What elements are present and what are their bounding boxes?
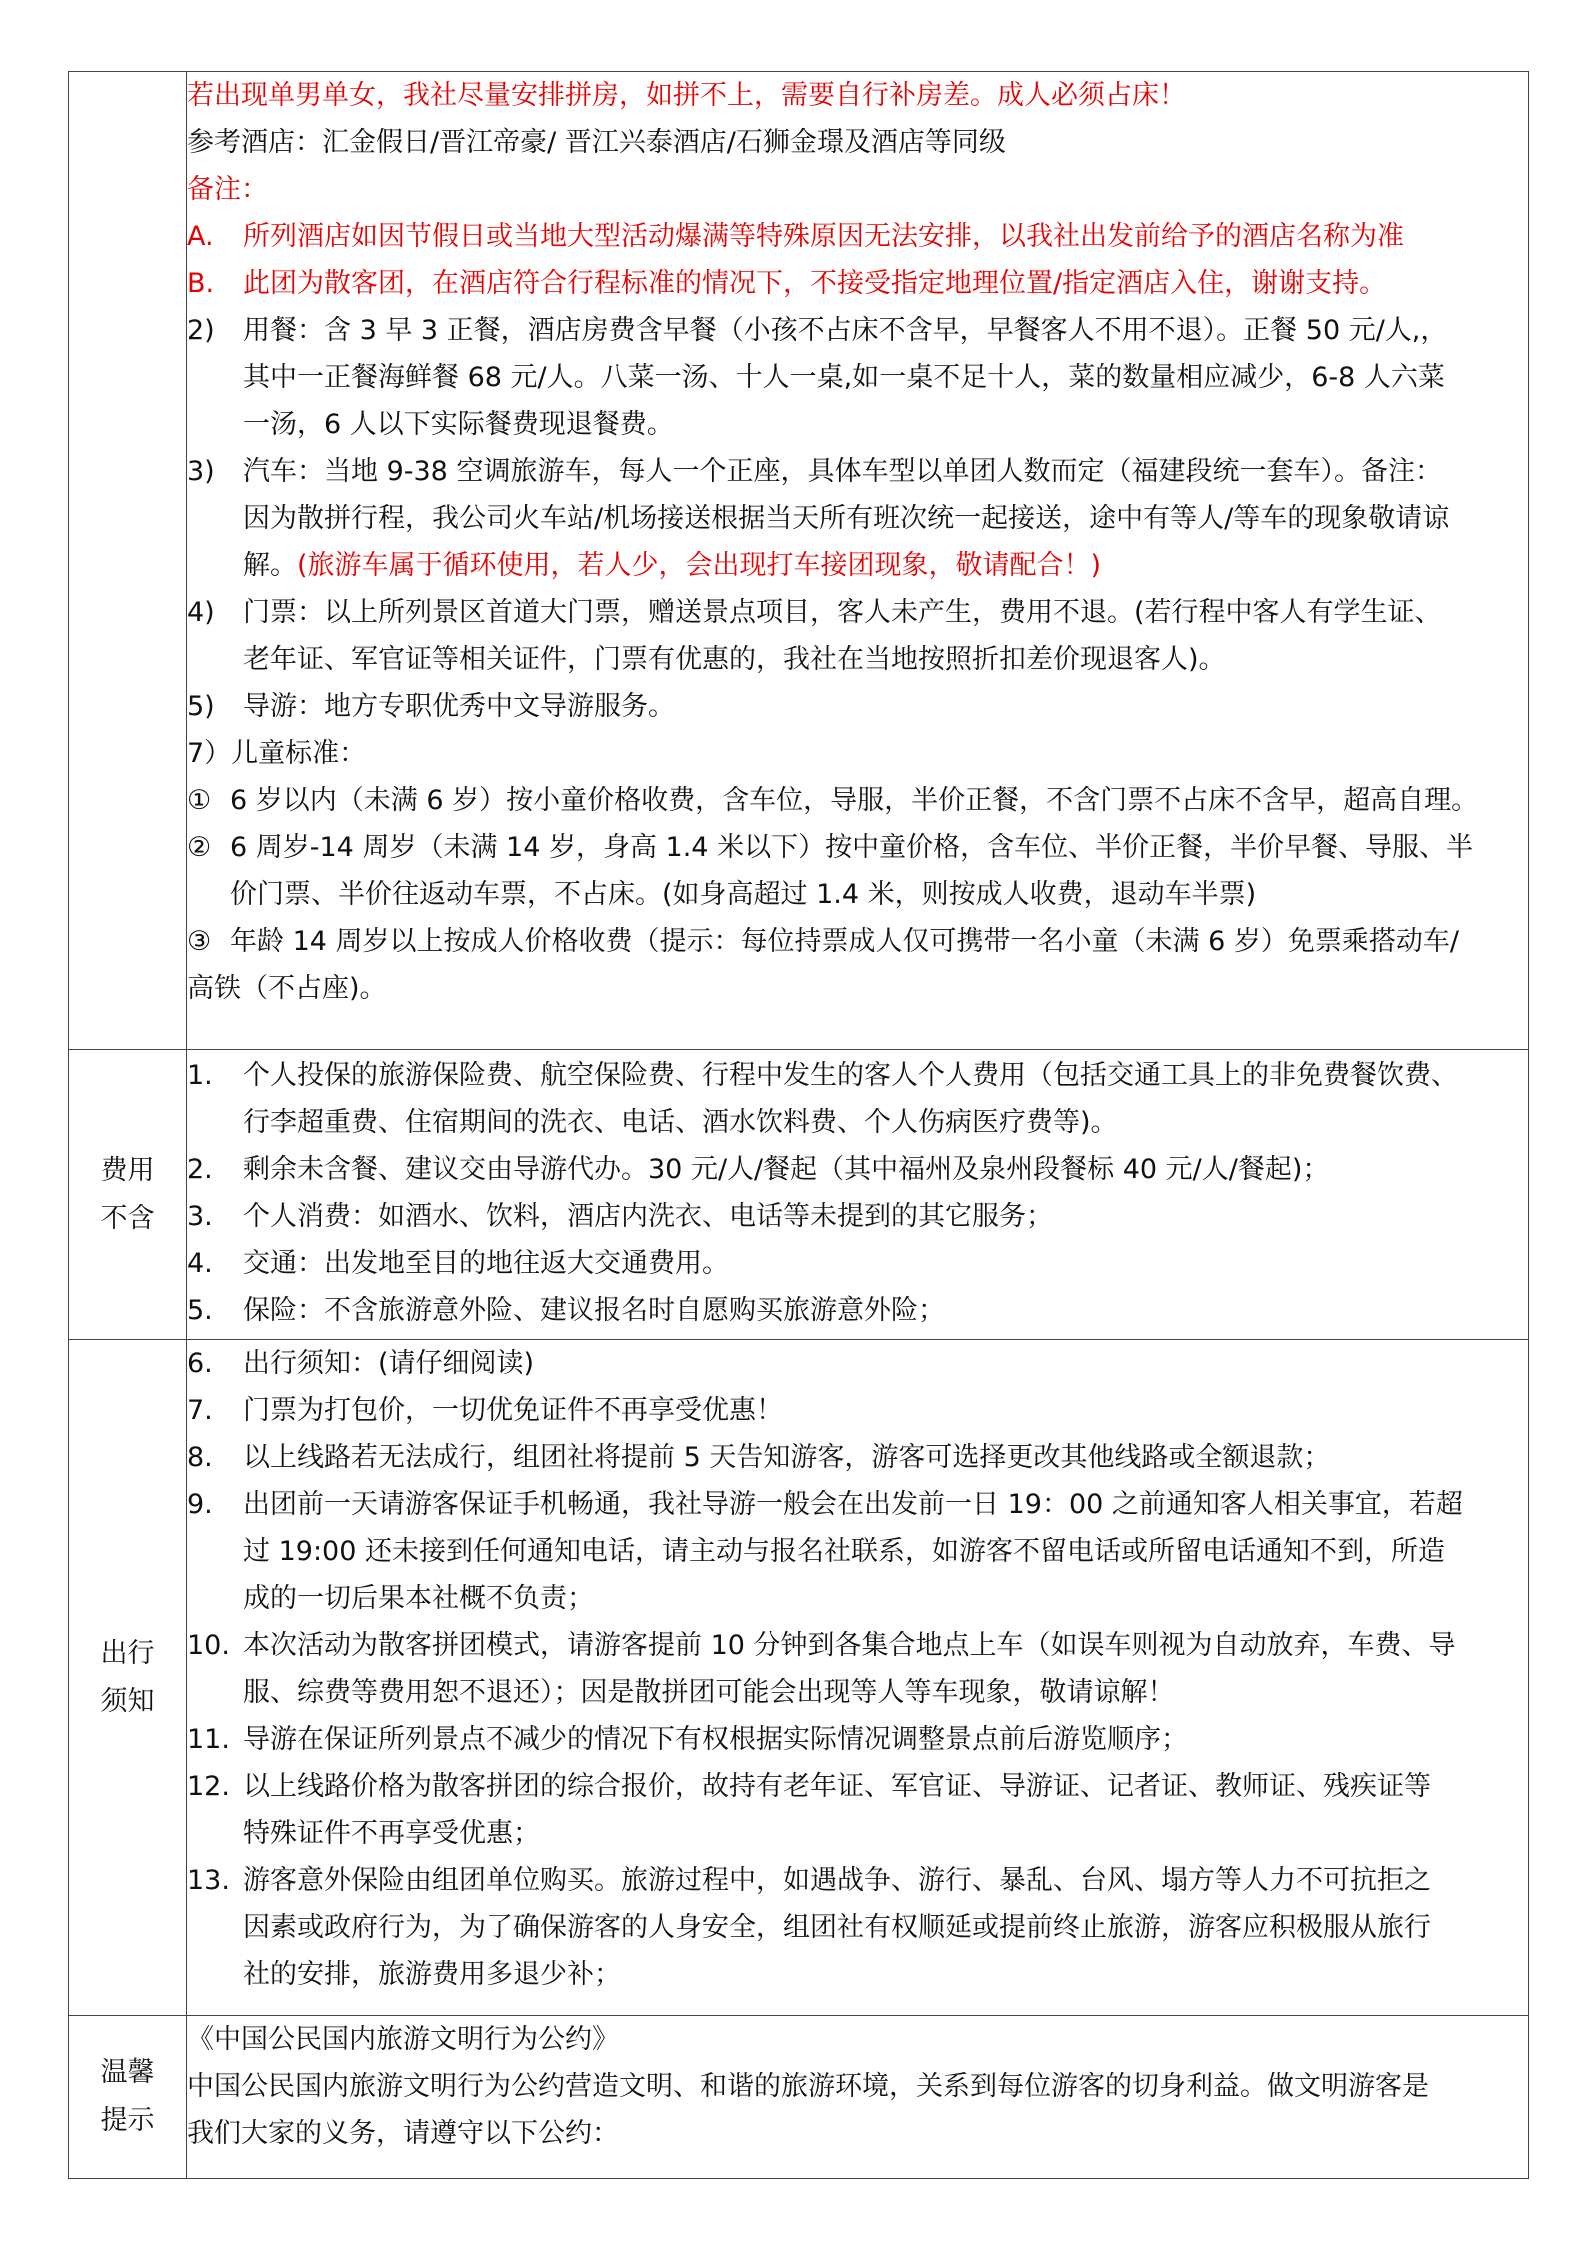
notice-label: 出行 须知 (69, 1340, 187, 2016)
excluded-item: 1. 个人投保的旅游保险费、航空保险费、行程中发生的客人个人费用（包括交通工具上的非免费餐饮费、 行李超重费、住宿期间的洗衣、电话、酒水饮料费、个人伤病医疗费等)。 (187, 1060, 1458, 1138)
children-tail: 高铁（不占座)。 (187, 973, 387, 1004)
notice-item: 8. 以上线路若无法成行，组团社将提前 5 天告知游客，游客可选择更改其他线路或全额退款； (187, 1442, 1331, 1473)
excluded-label: 费用 不含 (69, 1050, 187, 1340)
bus-item: 3) 汽车：当地 9-38 空调旅游车，每人一个正座，具体车型以单团人数而定（福建段统一套车）。备注： 因为散拼行程，我公司火车站/机场接送根据当天所有班次统一起接送，途中有等人/等车的现象敬请谅 解。(旅游车属于循环使用，若人少，会出现打车接团现象，敬请配合！) (187, 456, 1450, 581)
notice-content (187, 1340, 1529, 2016)
notice-item: 11. 导游在保证所列景点不减少的情况下有权根据实际情况调整景点前后游览顺序； (187, 1724, 1188, 1755)
excluded-row (69, 1050, 1529, 1340)
reference-hotels: 参考酒店：汇金假日/晋江帝豪/ 晋江兴泰酒店/石狮金璟及酒店等同级 (187, 127, 1006, 158)
tips-label: 温馨 提示 (69, 2016, 187, 2179)
notice-item: 10. 本次活动为散客拼团模式，请游客提前 10 分钟到各集合地点上车（如误车则视为自动放弃，车费、导 服、综费等费用恕不退还）；因是散拼团可能会出现等人等车现象，敬请谅解！ (187, 1630, 1456, 1708)
excluded-item: 3. 个人消费：如酒水、饮料，酒店内洗衣、电话等未提到的其它服务； (187, 1201, 1053, 1232)
empty-label-cell (69, 72, 187, 1050)
remark-title: 备注： (187, 174, 268, 205)
itinerary-table (68, 71, 1529, 2179)
notice-item: 6. 出行须知：(请仔细阅读) (187, 1348, 535, 1379)
children-title: 7）儿童标准： (187, 738, 367, 769)
tips-row (69, 2016, 1529, 2179)
excluded-item: 4. 交通：出发地至目的地往返大交通费用。 (187, 1248, 729, 1279)
convention-intro: 我们大家的义务，请遵守以下公约： (187, 2118, 619, 2149)
remark-item: A. 所列酒店如因节假日或当地大型活动爆满等特殊原因无法安排，以我社出发前给予的酒店名称为准 (187, 221, 1404, 252)
excluded-item: 2. 剩余未含餐、建议交由导游代办。30 元/人/餐起（其中福州及泉州段餐标 40 元/人/餐起)； (187, 1154, 1330, 1185)
convention-title: 《中国公民国内旅游文明行为公约》 (187, 2024, 619, 2055)
notice-item: 12. 以上线路价格为散客拼团的综合报价，故持有老年证、军官证、导游证、记者证、教师证、残疾证等 特殊证件不再享受优惠； (187, 1771, 1431, 1849)
included-row (69, 72, 1529, 1050)
convention-intro: 中国公民国内旅游文明行为公约营造文明、和谐的旅游环境，关系到每位游客的切身利益。做文明游客是 (187, 2071, 1429, 2102)
meal-item: 2) 用餐：含 3 早 3 正餐，酒店房费含早餐（小孩不占床不含早，早餐客人不用不退）。正餐 50 元/人,， 其中一正餐海鲜餐 68 元/人。八菜一汤、十人一桌,如一桌不足十人，菜的数量相应减少，6-8 人六菜 一汤，6 人以下实际餐费现退餐费。 (187, 315, 1448, 440)
remark-item: B. 此团为散客团，在酒店符合行程标准的情况下，不接受指定地理位置/指定酒店入住，谢谢支持。 (187, 268, 1387, 299)
included-content (187, 72, 1529, 1050)
notice-item: 13. 游客意外保险由组团单位购买。旅游过程中，如遇战争、游行、暴乱、台风、塌方等人力不可抗拒之 因素或政府行为，为了确保游客的人身安全，组团社有权顺延或提前终止旅游，游客应积极服从旅行 社的安排，旅游费用多退少补； (187, 1865, 1431, 1990)
excluded-item: 5. 保险：不含旅游意外险、建议报名时自愿购买旅游意外险； (187, 1295, 945, 1326)
notice-item: 7. 门票为打包价，一切优免证件不再享受优惠！ (187, 1395, 783, 1426)
children-item: ③ 年龄 14 周岁以上按成人价格收费（提示：每位持票成人仅可携带一名小童（未满 6 岁）免票乘搭动车/ (187, 926, 1459, 957)
excluded-content (187, 1050, 1529, 1340)
ticket-item: 4) 门票：以上所列景区首道大门票，赠送景点项目，客人未产生，费用不退。(若行程中客人有学生证、 老年证、军官证等相关证件，门票有优惠的，我社在当地按照折扣差价现退客人)。 (187, 597, 1442, 675)
notice-item: 9. 出团前一天请游客保证手机畅通，我社导游一般会在出发前一日 19：00 之前通知客人相关事宜，若超 过 19:00 还未接到任何通知电话，请主动与报名社联系，如游客不留电话或所留电话通知不到，所造 成的一切后果本社概不负责； (187, 1489, 1463, 1614)
guide-item: 5) 导游：地方专职优秀中文导游服务。 (187, 691, 675, 722)
notice-row (69, 1340, 1529, 2016)
children-item: ① 6 岁以内（未满 6 岁）按小童价格收费，含车位，导服，半价正餐，不含门票不占床不含早，超高自理。 (187, 785, 1479, 816)
children-item: ② 6 周岁-14 周岁（未满 14 岁，身高 1.4 米以下）按中童价格，含车位、半价正餐，半价早餐、导服、半 价门票、半价往返动车票，不占床。(如身高超过 1.4 米，则按成人收费，退动车半票) (187, 832, 1474, 910)
bus-warning: (旅游车属于循环使用，若人少，会出现打车接团现象，敬请配合！) (297, 550, 1102, 581)
tips-content (187, 2016, 1529, 2179)
single-room-note: 若出现单男单女，我社尽量安排拼房，如拼不上，需要自行补房差。成人必须占床！ (187, 80, 1186, 111)
